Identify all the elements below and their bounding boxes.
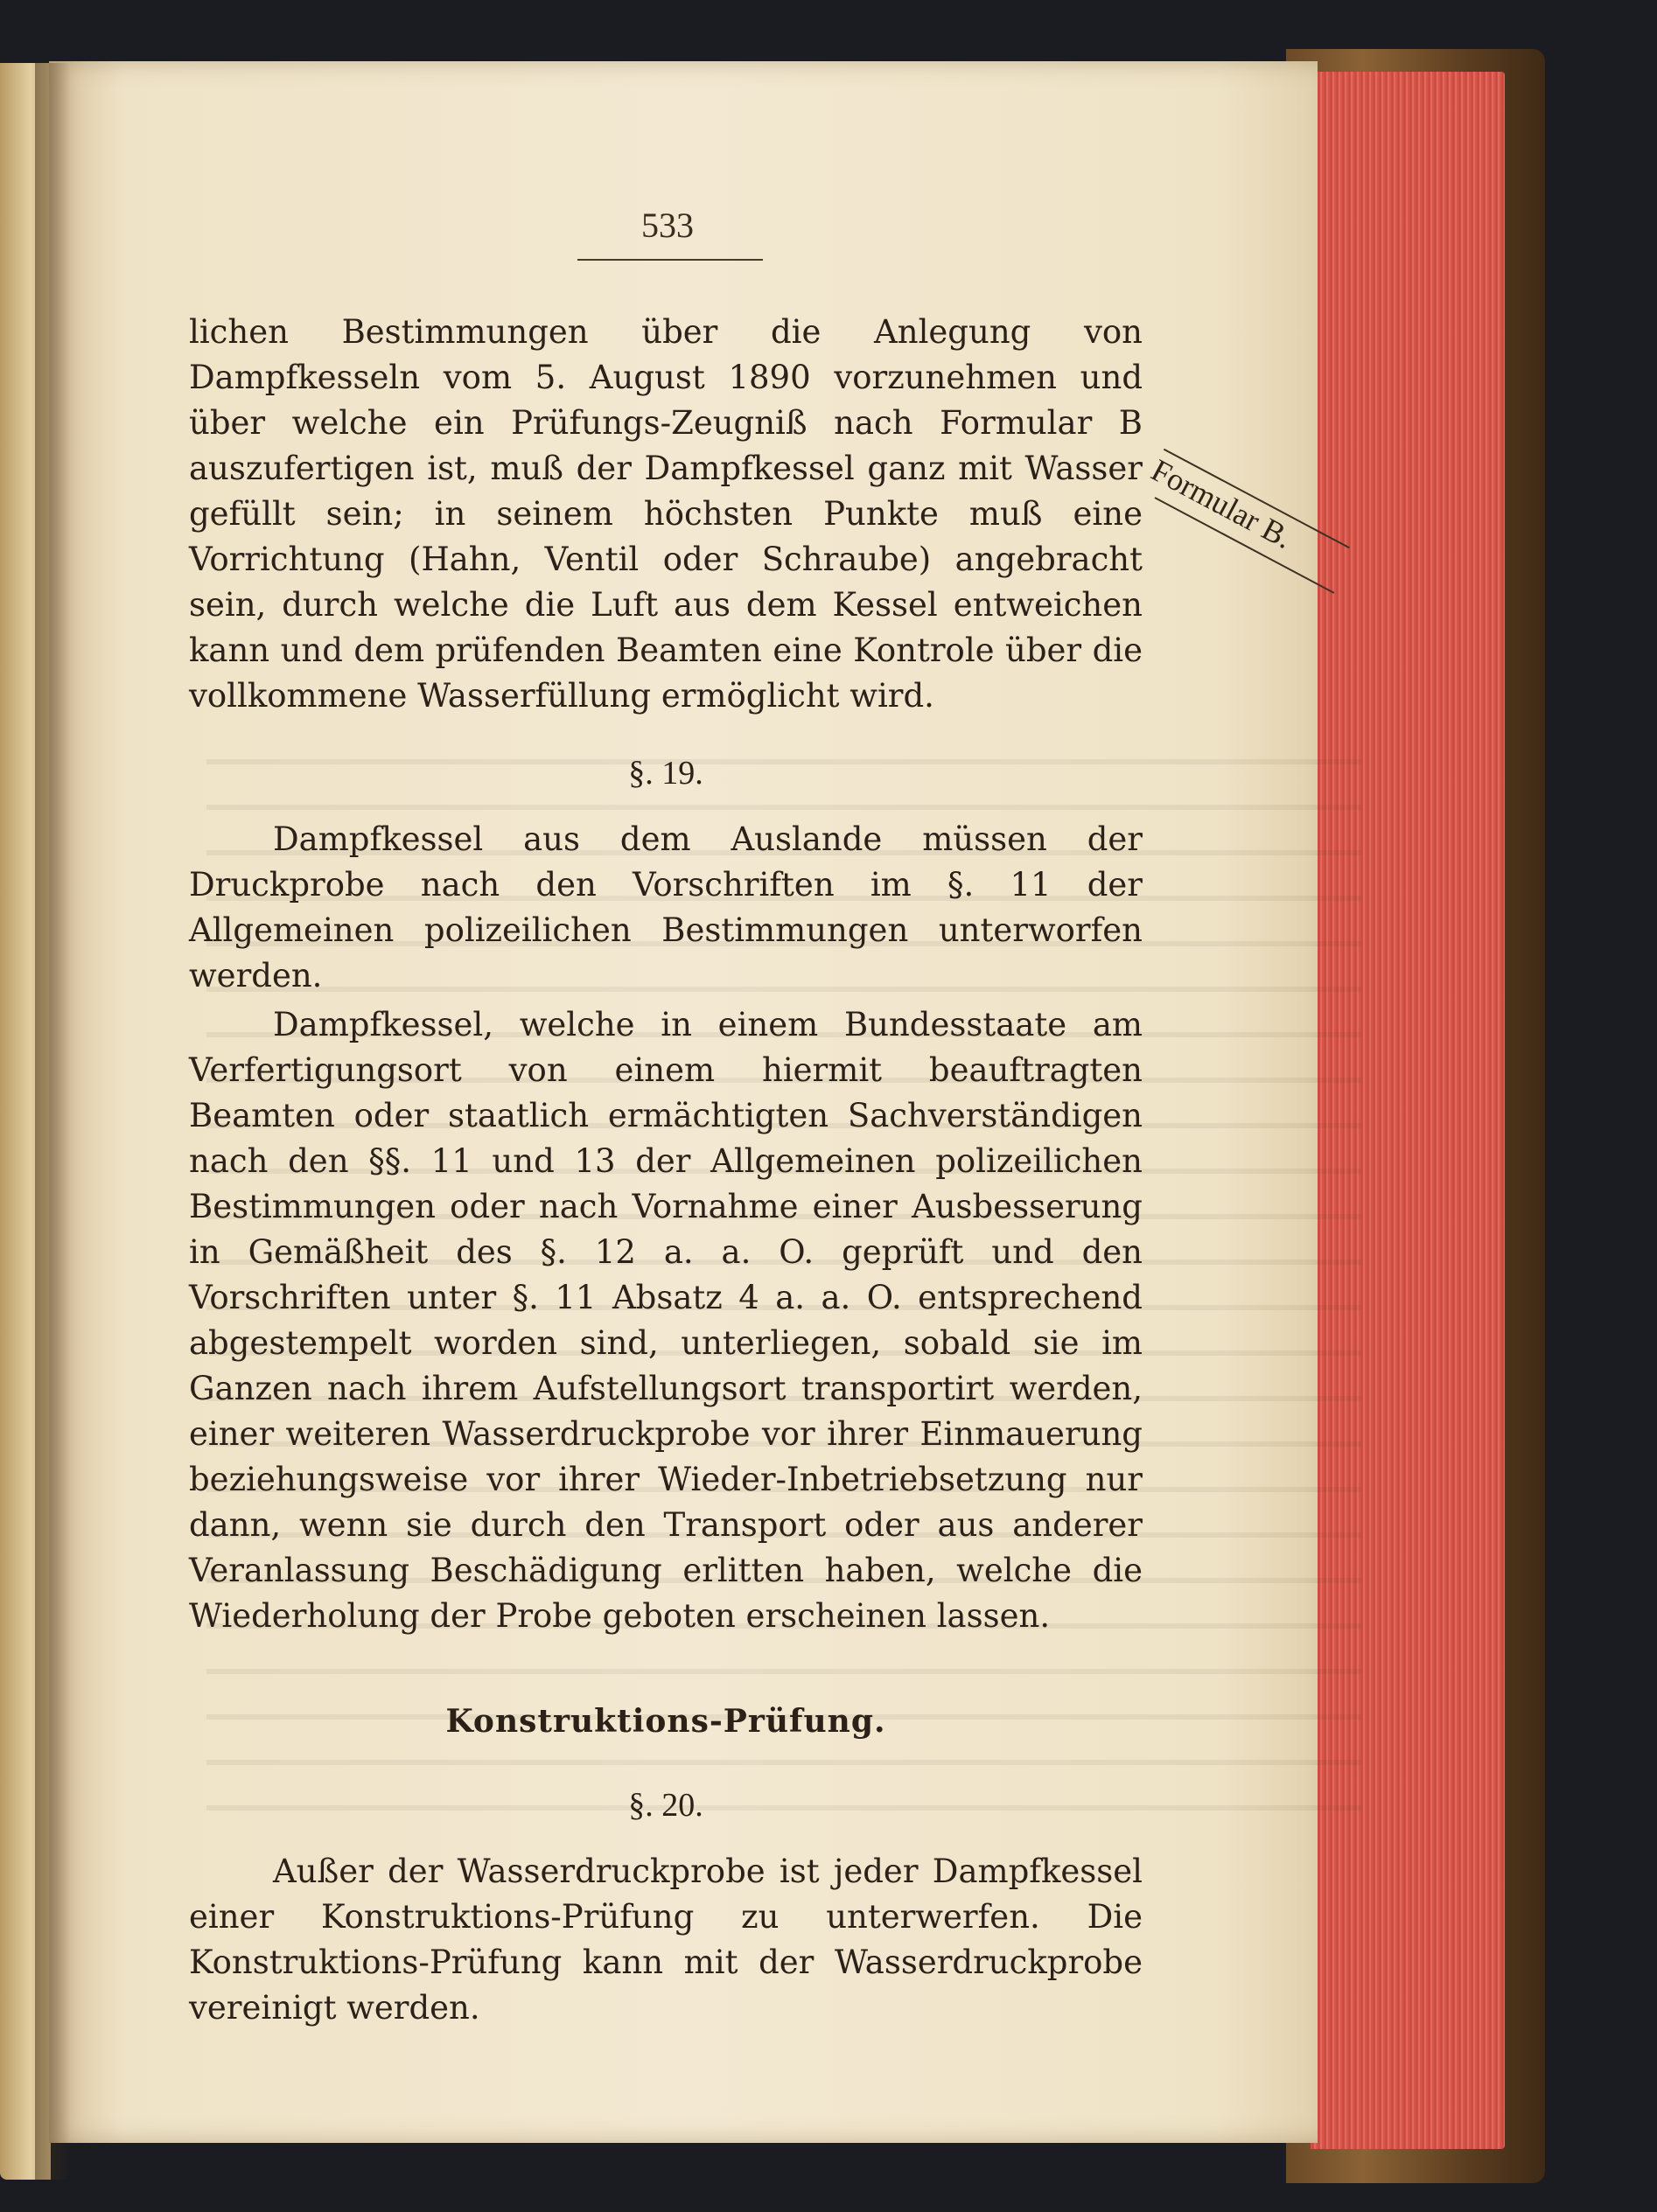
paragraph-19-2: Dampfkessel, welche in einem Bundesstaate am Verfertigungsort von einem hiermit beauftragten Beamten oder staatlich ermächtigten Sachverständigen nach den §§. 11 und 13 der Allgemeinen polizeilichen Bestimmungen oder nach Vornahme einer Ausbesserung in Gemäßheit des §. 12 a. a. O. geprüft und den Vorschriften unter §. 11 Absatz 4 a. a. O. entsprechend abgestempelt worden sind, unterliegen, sobald sie im Ganzen nach ihrem Aufstellungsort transportirt werden, einer weiteren Wasserdruckprobe vor ihrer Einmauerung beziehungsweise vor ihrer Wieder-Inbetriebsetzung nur dann, wenn sie durch den Transport oder aus anderer Veranlassung Beschädigung erlitten haben, welche die Wiederholung der Probe geboten erscheinen lassen. [189,1006,1143,1635]
spine-shadow [35,63,70,2180]
margin-stamp-text: Formular B. [1145,449,1350,583]
page-body [189,206,1143,2031]
section-20-heading: §. 20. [628,1787,703,1824]
margin-stamp [1145,385,1356,560]
page-number: 533 [641,206,694,245]
section-19-heading: §. 19. [628,755,703,792]
paragraph-intro: lichen Bestimmungen über die Anlegung von Dampfkesseln vom 5. August 1890 vorzunehmen und über welche ein Prüfungs-Zeugniß nach Formular B auszufertigen ist, muß der Dampfkessel ganz mit Wasser gefüllt sein; in seinem höchsten Punkte muß eine Vorrichtung (Hahn, Ventil oder Schraube) angebracht sein, durch welche die Luft aus dem Kessel entweichen kann und dem prüfenden Beamten eine Kontrole über die vollkommene Wasserfüllung ermöglicht wird. [189,313,1143,715]
paragraph-20: Außer der Wasserdruckprobe ist jeder Dampfkessel einer Konstruktions-Prüfung zu unterwerfen. Die Konstruktions-Prüfung kann mit der Wasserdruckprobe vereinigt werden. [189,1853,1143,2027]
section-heading: Konstruktions-Prüfung. [445,1703,886,1740]
paragraph-19-1: Dampfkessel aus dem Auslande müssen der Druckprobe nach den Vorschriften im §. 11 der Allgemeinen polizeilichen Bestimmungen unterworfen werden. [189,820,1143,994]
